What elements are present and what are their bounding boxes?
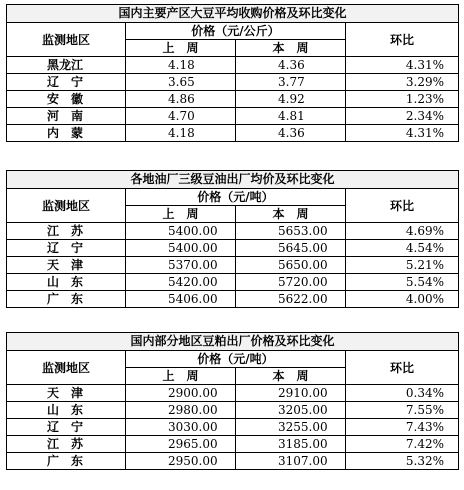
change-cell: 4.54% (346, 240, 459, 257)
prev-week-header: 上 周 (126, 368, 236, 385)
region-cell: 山 东 (7, 274, 126, 291)
curr-price-cell: 4.81 (236, 108, 346, 125)
change-cell: 5.54% (346, 274, 459, 291)
table-row (7, 257, 459, 274)
table-row (7, 57, 459, 74)
curr-price-cell: 5653.00 (236, 223, 346, 240)
change-cell: 3.29% (346, 74, 459, 91)
curr-price-cell: 4.36 (236, 57, 346, 74)
region-cell: 江 苏 (7, 436, 126, 453)
change-header: 环比 (346, 351, 459, 385)
region-cell: 内 蒙 (7, 125, 126, 142)
region-header: 监测地区 (7, 351, 126, 385)
region-cell: 天 津 (7, 385, 126, 402)
prev-price-cell: 5370.00 (126, 257, 236, 274)
prev-price-cell: 3.65 (126, 74, 236, 91)
soybean-oil-price-table (6, 170, 459, 308)
table-row (7, 74, 459, 91)
table-row (7, 91, 459, 108)
price-header: 价格（元/吨） (126, 189, 346, 206)
region-cell: 广 东 (7, 453, 126, 470)
change-cell: 5.32% (346, 453, 459, 470)
curr-price-cell: 5645.00 (236, 240, 346, 257)
table-row (7, 125, 459, 142)
change-cell: 2.34% (346, 108, 459, 125)
prev-price-cell: 3030.00 (126, 419, 236, 436)
prev-price-cell: 5400.00 (126, 223, 236, 240)
change-header: 环比 (346, 23, 459, 57)
curr-price-cell: 4.92 (236, 91, 346, 108)
curr-week-header: 本 周 (236, 40, 346, 57)
prev-price-cell: 4.86 (126, 91, 236, 108)
table-row (7, 436, 459, 453)
price-header: 价格（元/公斤） (126, 23, 346, 40)
curr-price-cell: 3255.00 (236, 419, 346, 436)
table-row (7, 240, 459, 257)
change-cell: 4.31% (346, 125, 459, 142)
change-cell: 1.23% (346, 91, 459, 108)
change-cell: 0.34% (346, 385, 459, 402)
table-row (7, 453, 459, 470)
change-cell: 4.00% (346, 291, 459, 308)
prev-price-cell: 5406.00 (126, 291, 236, 308)
change-cell: 4.69% (346, 223, 459, 240)
curr-price-cell: 5720.00 (236, 274, 346, 291)
region-cell: 河 南 (7, 108, 126, 125)
table-row (7, 419, 459, 436)
curr-week-header: 本 周 (236, 368, 346, 385)
table-row (7, 223, 459, 240)
table-title: 国内部分地区豆粕出厂价格及环比变化 (7, 333, 459, 351)
soybean-purchase-price-table (6, 4, 459, 142)
curr-price-cell: 2910.00 (236, 385, 346, 402)
table-row (7, 274, 459, 291)
prev-price-cell: 4.18 (126, 125, 236, 142)
curr-price-cell: 5650.00 (236, 257, 346, 274)
change-cell: 4.31% (346, 57, 459, 74)
prev-week-header: 上 周 (126, 206, 236, 223)
change-cell: 7.43% (346, 419, 459, 436)
soybean-meal-price-table (6, 332, 459, 470)
prev-price-cell: 2980.00 (126, 402, 236, 419)
prev-price-cell: 2950.00 (126, 453, 236, 470)
change-cell: 7.55% (346, 402, 459, 419)
curr-week-header: 本 周 (236, 206, 346, 223)
region-header: 监测地区 (7, 23, 126, 57)
prev-price-cell: 5400.00 (126, 240, 236, 257)
prev-price-cell: 2965.00 (126, 436, 236, 453)
region-cell: 天 津 (7, 257, 126, 274)
prev-price-cell: 5420.00 (126, 274, 236, 291)
region-cell: 辽 宁 (7, 240, 126, 257)
change-cell: 7.42% (346, 436, 459, 453)
region-cell: 山 东 (7, 402, 126, 419)
prev-price-cell: 2900.00 (126, 385, 236, 402)
region-cell: 辽 宁 (7, 419, 126, 436)
table-row (7, 291, 459, 308)
region-header: 监测地区 (7, 189, 126, 223)
prev-week-header: 上 周 (126, 40, 236, 57)
table-row (7, 402, 459, 419)
prev-price-cell: 4.18 (126, 57, 236, 74)
region-cell: 安 徽 (7, 91, 126, 108)
table-title: 国内主要产区大豆平均收购价格及环比变化 (7, 5, 459, 23)
region-cell: 广 东 (7, 291, 126, 308)
region-cell: 江 苏 (7, 223, 126, 240)
table-row (7, 385, 459, 402)
region-cell: 黑龙江 (7, 57, 126, 74)
curr-price-cell: 3185.00 (236, 436, 346, 453)
curr-price-cell: 3205.00 (236, 402, 346, 419)
region-cell: 辽 宁 (7, 74, 126, 91)
curr-price-cell: 4.36 (236, 125, 346, 142)
prev-price-cell: 4.70 (126, 108, 236, 125)
change-cell: 5.21% (346, 257, 459, 274)
table-row (7, 108, 459, 125)
curr-price-cell: 3.77 (236, 74, 346, 91)
change-header: 环比 (346, 189, 459, 223)
price-header: 价格（元/吨） (126, 351, 346, 368)
table-title: 各地油厂三级豆油出厂均价及环比变化 (7, 171, 459, 189)
curr-price-cell: 5622.00 (236, 291, 346, 308)
curr-price-cell: 3107.00 (236, 453, 346, 470)
